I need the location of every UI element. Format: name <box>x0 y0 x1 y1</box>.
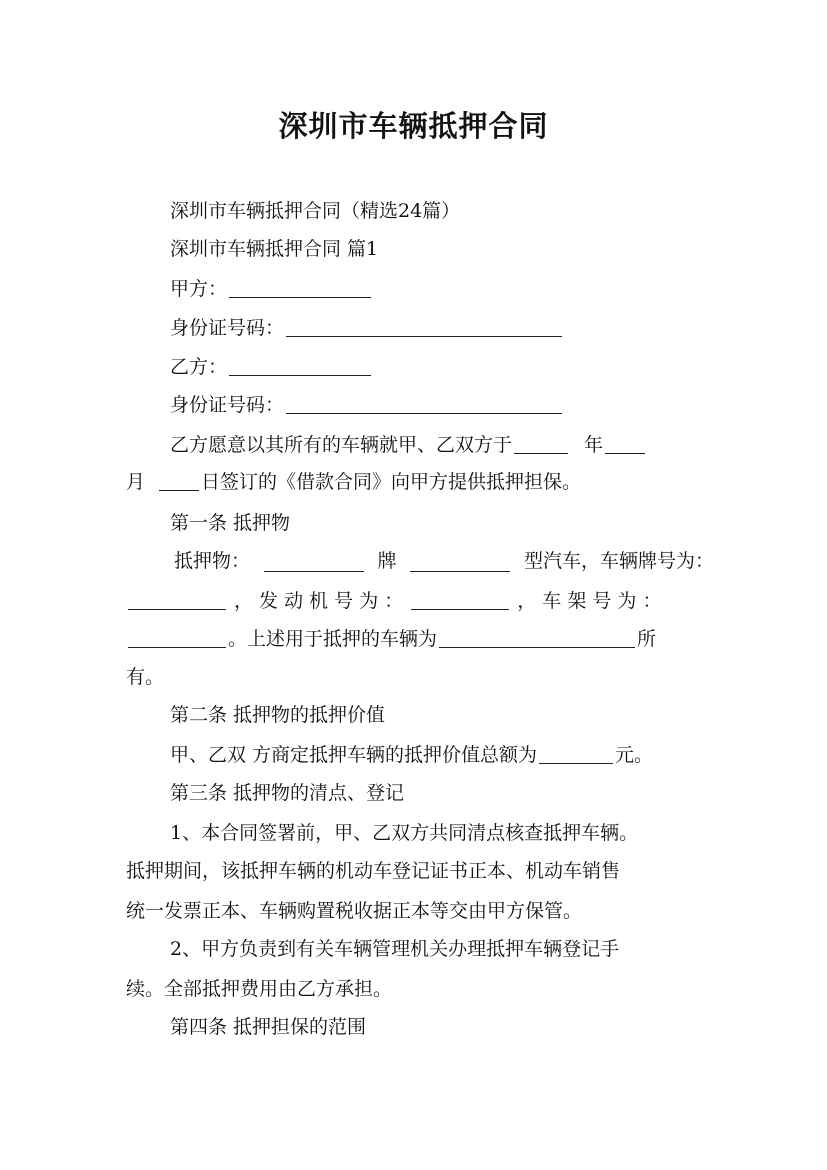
intro-text-2: 日签订的《借款合同》向甲方提供抵押担保。 <box>201 471 582 493</box>
value-unit: 元。 <box>615 744 654 766</box>
value-line <box>170 740 653 770</box>
owner-text-end: 所 <box>637 628 657 650</box>
document-title: 深圳市车辆抵押合同 <box>278 109 549 143</box>
intro-text-1: 乙方愿意以其所有的车辆就甲、乙双方于 <box>170 434 513 456</box>
document-subtitle: 深圳市车辆抵押合同（精选24篇） <box>170 200 461 222</box>
party-b-line <box>170 352 373 382</box>
article-1-title: 第一条 抵押物 <box>170 512 291 534</box>
owner-blank <box>439 627 635 648</box>
owner-line <box>126 624 656 654</box>
article-3-title: 第三条 抵押物的清点、登记 <box>170 782 405 804</box>
party-b-id-label: 身份证号码： <box>170 394 285 416</box>
section-heading: 深圳市车辆抵押合同 篇1 <box>170 238 379 260</box>
party-b-blank <box>229 355 371 376</box>
party-a-label: 甲方： <box>170 278 228 300</box>
engine-blank <box>411 589 509 610</box>
article-2-title: 第二条 抵押物的抵押价值 <box>170 704 386 726</box>
value-blank <box>539 743 613 764</box>
party-b-id-blank <box>286 393 562 414</box>
party-a-line <box>170 274 373 304</box>
intro-blank-day <box>159 470 199 491</box>
intro-blank-1 <box>514 433 568 454</box>
party-b-id-line <box>170 390 564 420</box>
intro-year: 年 <box>584 434 604 456</box>
collateral-line <box>174 546 714 576</box>
party-b-label: 乙方： <box>170 356 228 378</box>
party-a-id-line <box>170 313 564 343</box>
clause-1-line-1: 1、本合同签署前，甲、乙双方共同清点核查抵押车辆。 <box>170 822 639 844</box>
owner-line-end: 有。 <box>126 666 165 688</box>
engine-frame-line <box>126 586 661 616</box>
engine-label: ， 发 动 机 号 为 ： <box>234 590 404 612</box>
party-a-id-blank <box>286 316 562 337</box>
frame-blank <box>128 627 226 648</box>
owner-text: 。上述用于抵押的车辆为 <box>228 628 438 650</box>
clause-2-line-2: 续。全部抵押费用由乙方承担。 <box>126 978 393 1000</box>
clause-1-line-2: 抵押期间，该抵押车辆的机动车登记证书正本、机动车销售 <box>126 860 621 882</box>
brand-blank <box>264 551 364 572</box>
model-blank <box>410 551 510 572</box>
party-a-blank <box>229 277 371 298</box>
value-text: 甲、乙双 方商定抵押车辆的抵押价值总额为 <box>170 744 538 766</box>
intro-month: 月 <box>126 471 146 493</box>
frame-label: ， 车 架 号 为 ： <box>517 590 662 612</box>
article-4-title: 第四条 抵押担保的范围 <box>170 1016 367 1038</box>
intro-blank-month <box>605 433 645 454</box>
collateral-brand: 牌 <box>377 550 397 572</box>
intro-line-2 <box>126 467 581 497</box>
plate-blank <box>128 589 226 610</box>
collateral-label: 抵押物： <box>174 550 251 572</box>
party-a-id-label: 身份证号码： <box>170 317 285 339</box>
clause-1-line-3: 统一发票正本、车辆购置税收据正本等交由甲方保管。 <box>126 900 583 922</box>
clause-2-line-1: 2、甲方负责到有关车辆管理机关办理抵押车辆登记手 <box>170 938 620 960</box>
intro-line-1 <box>170 430 647 460</box>
collateral-model: 型汽车，车辆牌号为： <box>523 550 714 572</box>
